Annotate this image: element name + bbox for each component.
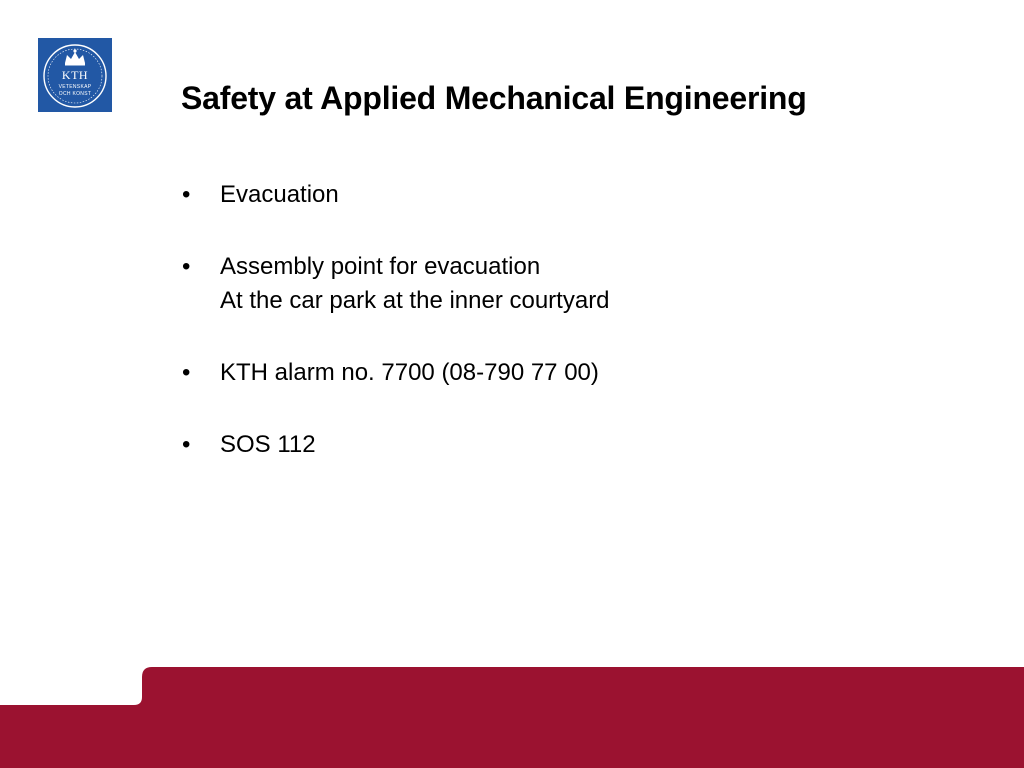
logo-line-2: OCH KONST [58,91,92,97]
logo-line-1: VETENSKAP [58,84,92,90]
bullet-item [182,250,610,318]
bullet-item [182,178,610,212]
kth-logo [38,38,112,112]
bullet-text: • KTH alarm no. 7700 (08-790 77 00) [220,359,599,386]
bullet-text: At the car park at the inner courtyard [220,287,610,314]
bullet-text: • Evacuation [220,181,339,208]
logo-name: KTH [61,68,89,82]
bullet-text: • Assembly point for evacuation [220,253,541,280]
bullet-item [182,428,610,462]
footer-bar [0,667,1024,768]
bullet-text: • SOS 112 [220,431,316,458]
bullet-item [182,356,610,390]
slide-title: Safety at Applied Mechanical Engineering [181,80,807,116]
bullet-list [182,178,610,500]
